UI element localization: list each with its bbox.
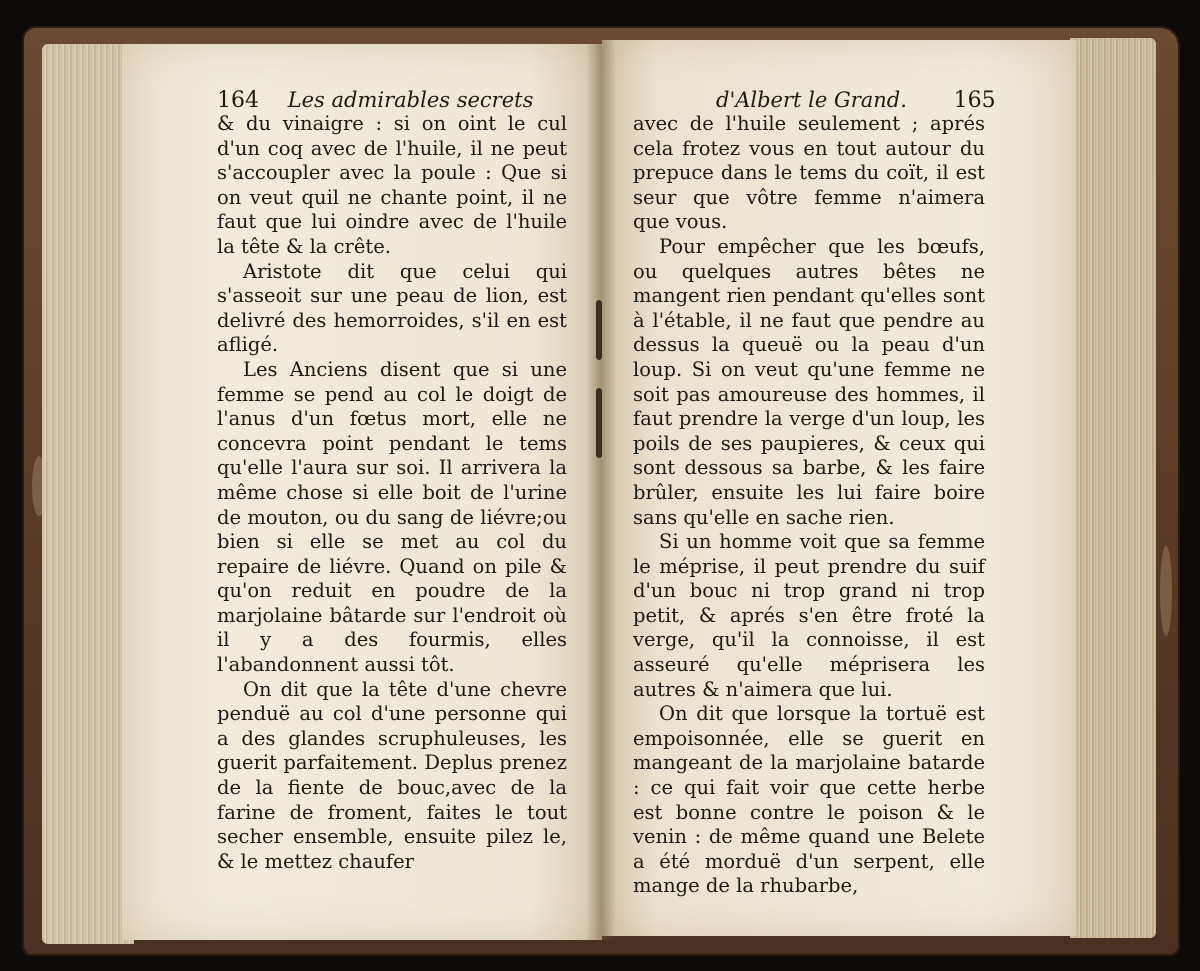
right-running-head: d'Albert le Grand. — [716, 88, 907, 112]
binding-stitch — [596, 300, 602, 360]
paragraph: Pour empêcher que les bœufs, ou quelques autres bêtes ne mangent rien pendant qu'elles sont à l'étable, il ne faut que pendre au dessus la queuë ou la peau d'un loup. Si on veut qu'une femme ne soit pas amoureuse des hommes, il faut prendre la verge d'un loup, les poils de ses paupieres, & ceux qui sont dessous sa barbe, & les faire brûler, ensuite les lui faire boire sans qu'elle en sache rien. — [633, 234, 985, 529]
left-running-head: Les admirables secrets — [287, 88, 534, 112]
left-page-number: 164 — [217, 88, 259, 113]
book-gutter — [586, 40, 616, 940]
paragraph: Si un homme voit que sa femme le méprise, il peut prendre du suif d'un bouc ni trop grand ni trop petit, & aprés s'en être froté la verge, qu'il la connoisse, il est asseuré qu'elle méprisera les autres & n'aimera que lui. — [633, 530, 985, 701]
paragraph: Aristote dit que celui qui s'asseoit sur une peau de lion, est delivré des hemorroides, s'il en est afligé. — [217, 259, 567, 357]
paragraph: On dit que la tête d'une chevre penduë au col d'une personne qui a des glandes scruphuleuses, les guerit parfaitement. Deplus prenez de la fiente de bouc,avec de la farine de froment, faites le tout secher ensemble, ensuite pilez le, & le mettez chaufer — [217, 677, 567, 873]
paragraph: & du vinaigre : si on oint le cul d'un coq avec de l'huile, il ne peut s'accoupler avec la poule : Que si on veut quil ne chante point, il ne faut que lui oindre avec de l'huile la tête & la crête. — [217, 112, 567, 258]
paragraph: Les Anciens disent que si une femme se pend au col le doigt de l'anus d'un fœtus mort, elle ne concevra point pendant le tems qu'elle l'aura sur soi. Il arrivera la même chose si elle boit de l'urine de mouton, ou du sang de liévre;ou bien si elle se met au col du repaire de liévre. Quand on pile & qu'on reduit en poudre de la marjolaine bâtarde sur l'endroit où il y a des fourmis, elles l'abandonnent aussi tôt. — [217, 357, 567, 677]
right-page-text — [633, 112, 985, 899]
cover-wear-spot — [1160, 546, 1172, 636]
paragraph: On dit que lorsque la tortuë est empoisonnée, elle se guerit en mangeant de la marjolaine batarde : ce qui fait voir que cette herbe est bonne contre le poison & le venin : de même quand une Belete a été morduë d'un serpent, elle mange de la rhubarbe, — [633, 702, 985, 898]
left-page-block-edge — [42, 44, 134, 944]
paragraph: avec de l'huile seulement ; aprés cela frotez vous en tout autour du prepuce dans le tems du coït, il est seur que vôtre femme n'aimera que vous. — [633, 112, 985, 234]
binding-stitch — [596, 388, 602, 458]
right-page-number: 165 — [953, 88, 996, 113]
right-page-block-edge — [1070, 38, 1156, 938]
left-page-text — [217, 112, 567, 874]
